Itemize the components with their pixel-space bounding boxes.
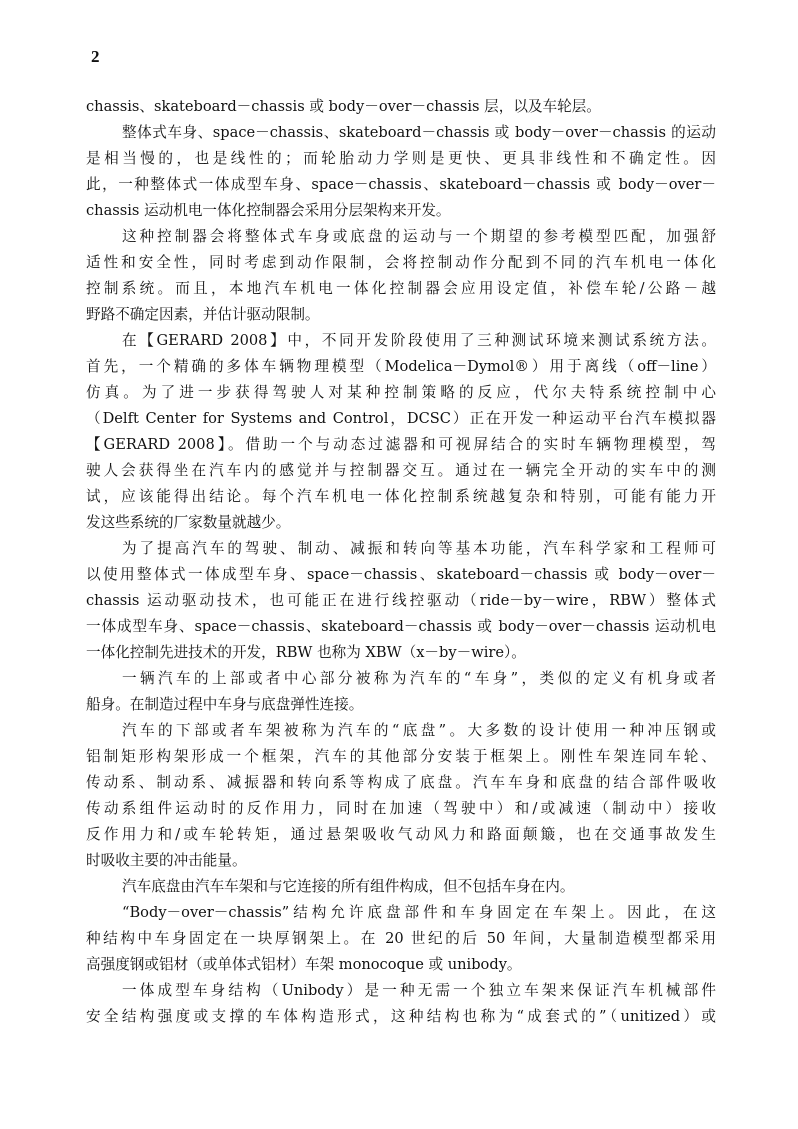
text-line: 汽车的下部或者车架被称为汽车的“底盘”。大多数的设计使用一种冲压钢或 [122,722,716,739]
text-line: 安全结构强度或支撑的车体构造形式，这种结构也称为“成套式的”（unitized）或 [86,1008,716,1025]
text-line: 船身。在制造过程中车身与底盘弹性连接。 [86,696,364,713]
text-line: 野路不确定因素，并估计驱动限制。 [86,306,320,323]
text-line: 为了提高汽车的驾驶、制动、减振和转向等基本功能，汽车科学家和工程师可 [122,540,716,557]
text-line: 试，应该能得出结论。每个汽车机电一体化控制系统越复杂和特别，可能有能力开 [86,488,716,505]
text-line: 传动系、制动系、减振器和转向系等构成了底盘。汽车车身和底盘的结合部件吸收 [86,774,716,791]
text-line: 这种控制器会将整体式车身或底盘的运动与一个期望的参考模型匹配，加强舒 [122,228,716,245]
text-line: 首先，一个精确的多体车辆物理模型（Modelica－Dymol®）用于离线（off－line） [86,358,716,375]
text-line: 时吸收主要的冲击能量。 [86,852,247,869]
text-line: 一体化控制先进技术的开发，RBW 也称为 XBW（x－by－wire）。 [86,644,526,661]
text-line: 铝制矩形构架形成一个框架，汽车的其他部分安装于框架上。刚性车架连同车轮、 [86,748,716,765]
text-line: 一辆汽车的上部或者中心部分被称为汽车的“车身”，类似的定义有机身或者 [122,670,716,687]
text-line: 在【GERARD 2008】中，不同开发阶段使用了三种测试环境来测试系统方法。 [122,332,716,349]
text-line: （Delft Center for Systems and Control，DCSC）正在开发一种运动平台汽车模拟器 [86,410,716,427]
text-line: chassis 运动驱动技术，也可能正在进行线控驱动（ride－by－wire，RBW）整体式 [86,592,716,609]
text-line: 一体成型车身、space－chassis、skateboard－chassis 或 body－over－chassis 运动机电 [86,618,716,635]
text-line: chassis、skateboard－chassis 或 body－over－chassis 层，以及车轮层。 [86,98,601,115]
text-line: 控制系统。而且，本地汽车机电一体化控制器会应用设定值，补偿车轮/公路－越 [86,280,716,297]
text-line: 一体成型车身结构（Unibody）是一种无需一个独立车架来保证汽车机械部件 [122,982,716,999]
text-line: chassis 运动机电一体化控制器会采用分层架构来开发。 [86,202,451,219]
text-line: 仿真。为了进一步获得驾驶人对某种控制策略的反应，代尔夫特系统控制中心 [86,384,716,401]
text-line: 此，一种整体式一体成型车身、space－chassis、skateboard－chassis 或 body－over－ [86,176,716,193]
text-line: 发这些系统的厂家数量就越少。 [86,514,291,531]
text-line: 驶人会获得坐在汽车内的感觉并与控制器交互。通过在一辆完全开动的实车中的测 [86,462,716,479]
page-number: 2 [91,47,100,66]
text-line: 高强度钢或铝材（或单体式铝材）车架 monocoque 或 unibody。 [86,956,522,973]
text-line: 种结构中车身固定在一块厚钢架上。在 20 世纪的后 50 年间，大量制造模型都采用 [86,930,716,947]
body-text [86,94,716,1030]
text-line: “Body－over－chassis”结构允许底盘部件和车身固定在车架上。因此，在这 [122,904,716,921]
text-line: 以使用整体式一体成型车身、space－chassis、skateboard－chassis 或 body－over－ [86,566,716,583]
text-line: 【GERARD 2008】。借助一个与动态过滤器和可视屏结合的实时车辆物理模型，驾 [86,436,716,453]
text-line: 汽车底盘由汽车车架和与它连接的所有组件构成，但不包括车身在内。 [122,878,575,895]
text-line: 传动系组件运动时的反作用力，同时在加速（驾驶中）和/或减速（制动中）接收 [86,800,716,817]
text-line: 整体式车身、space－chassis、skateboard－chassis 或 body－over－chassis 的运动 [122,124,716,141]
text-line: 是相当慢的，也是线性的；而轮胎动力学则是更快、更具非线性和不确定性。因 [86,150,716,167]
text-line: 反作用力和/或车轮转矩，通过悬架吸收气动风力和路面颠簸，也在交通事故发生 [86,826,716,843]
text-line: 适性和安全性，同时考虑到动作限制，会将控制动作分配到不同的汽车机电一体化 [86,254,716,271]
